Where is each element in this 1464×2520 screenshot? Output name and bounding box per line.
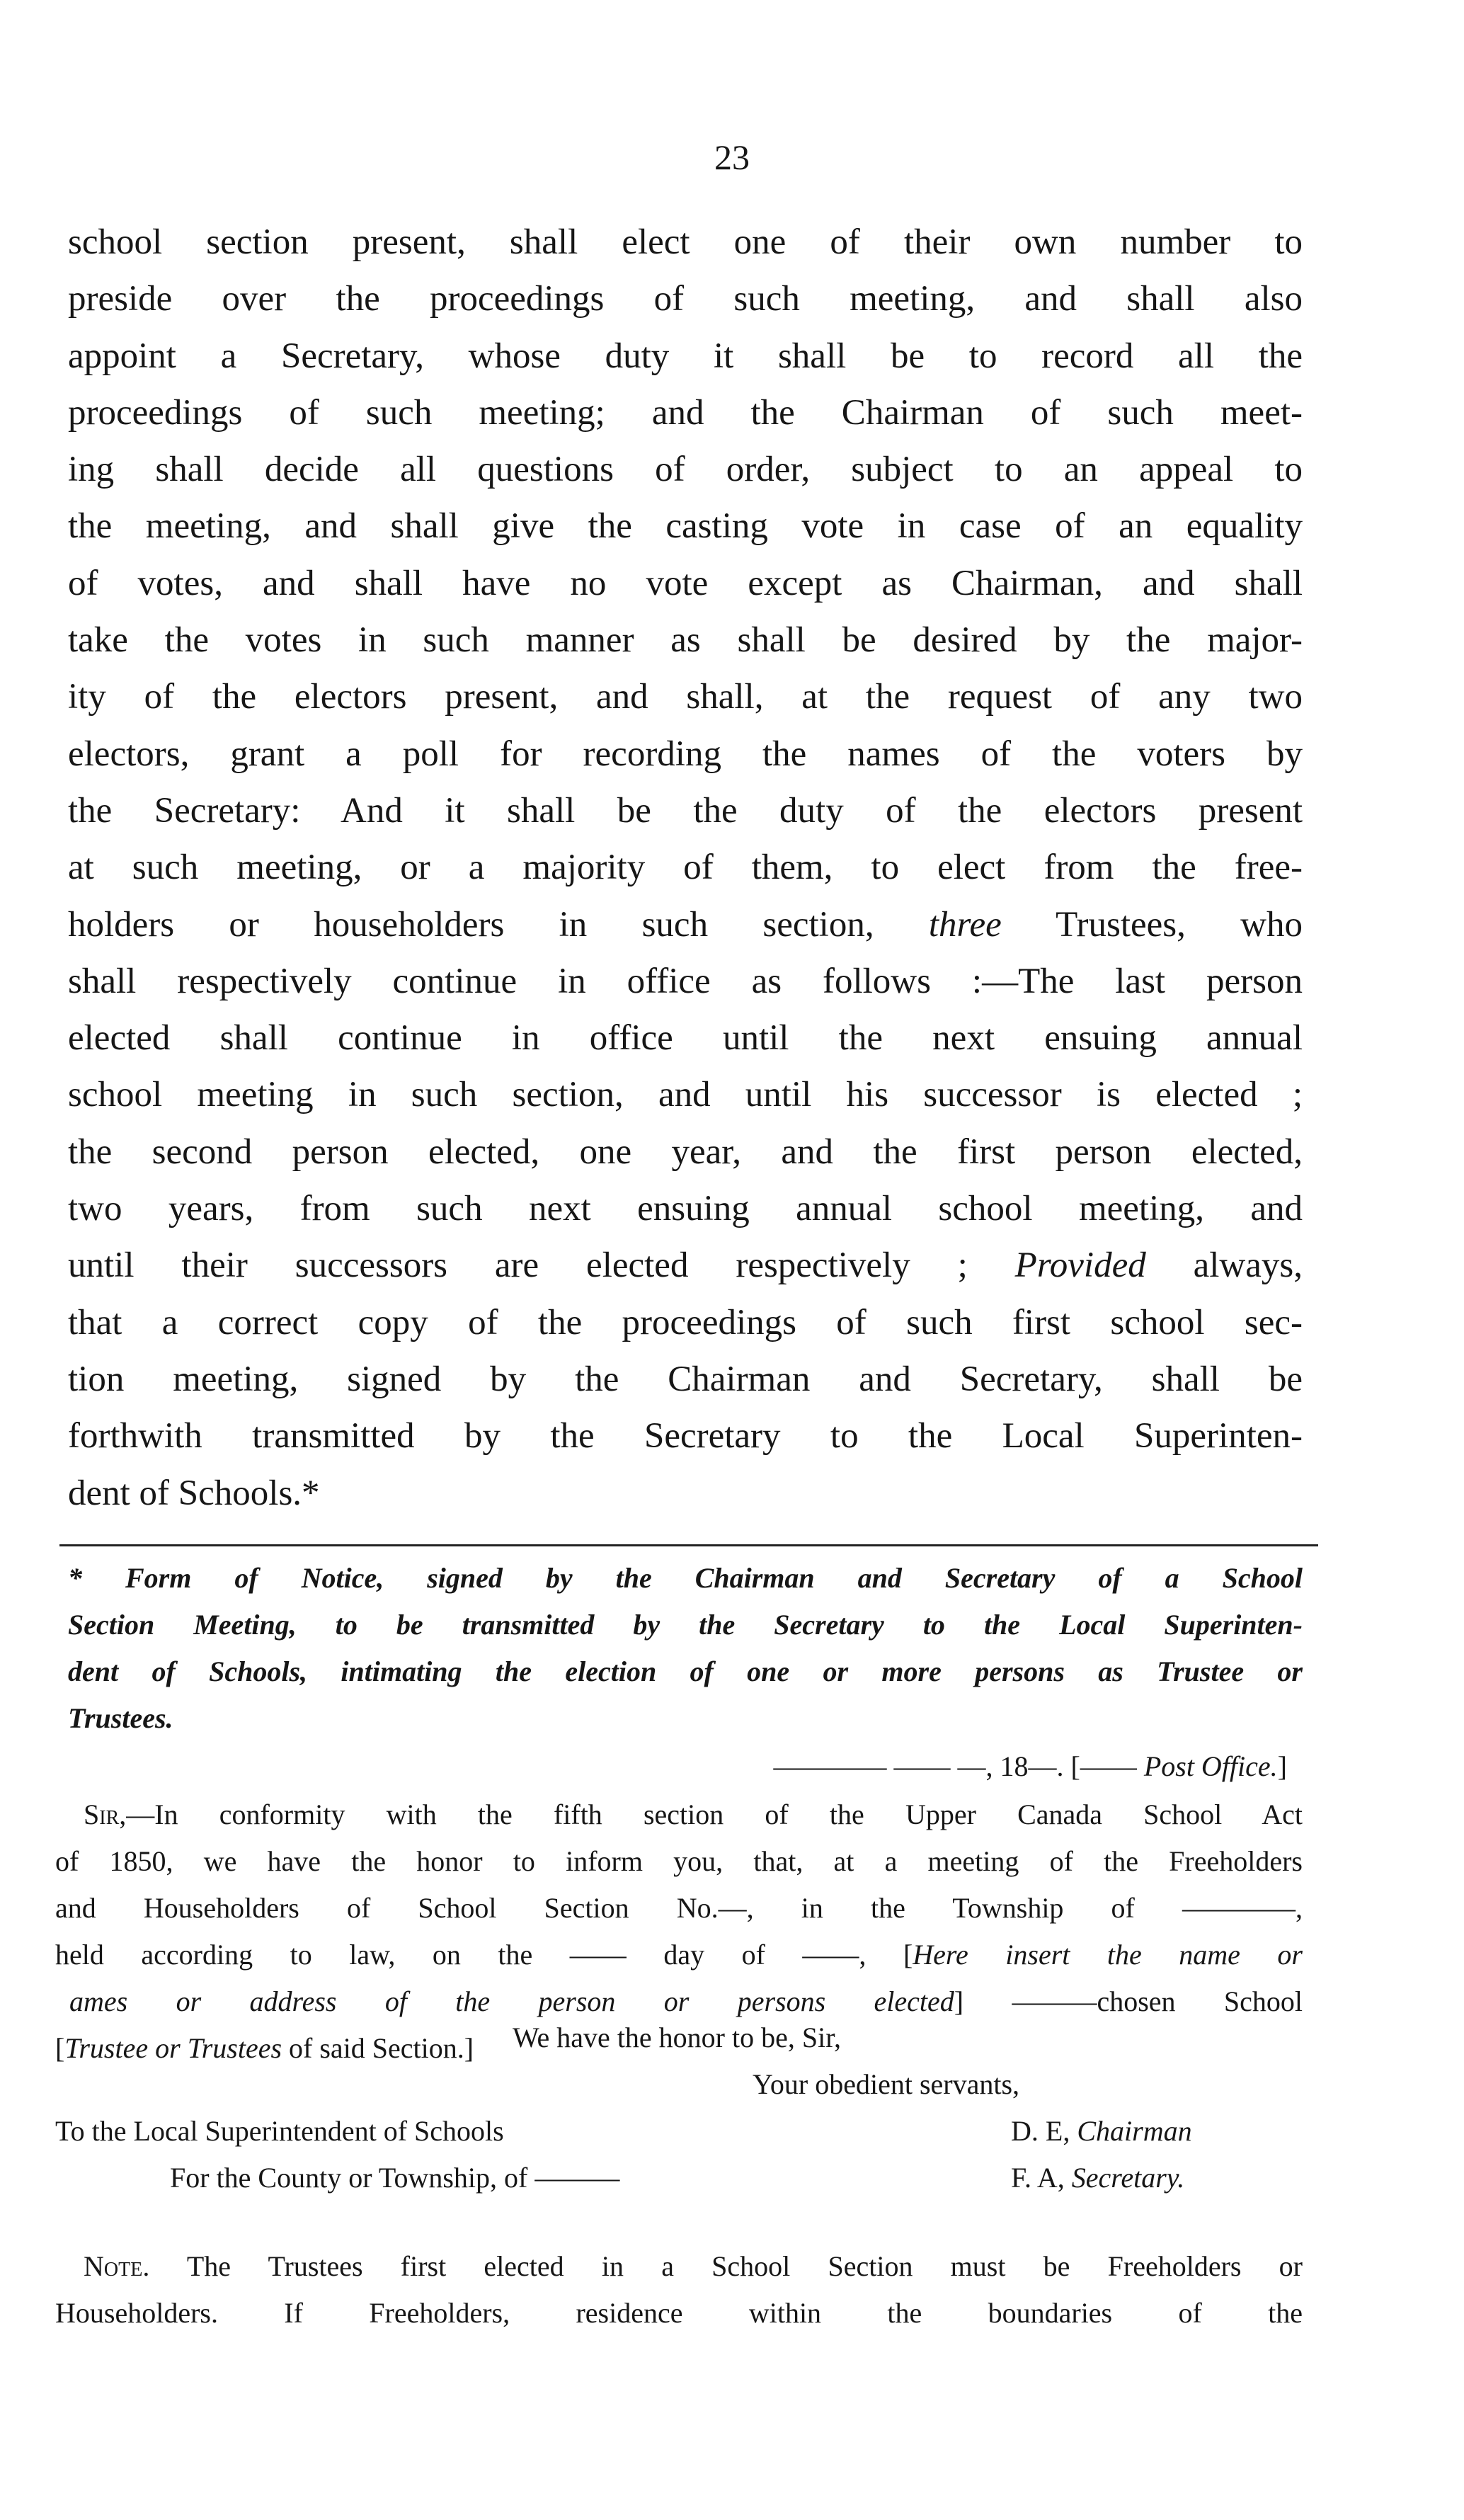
page-number: 23 [714,137,750,177]
body-line: elected shall continue in office until the next ensuing annual [68,1018,1303,1059]
emphasis: three [928,904,1002,945]
footnote-heading-line: Section Meeting, to be transmitted by the Secretary to the Local Superinten- [68,1609,1303,1641]
body-line: of votes, and shall have no vote except as Chairman, and shall [68,563,1303,603]
form-date-line: ———— —— —, 18—. [—— Post Office.] [773,1750,1287,1782]
body-line: take the votes in such manner as shall be desired by the major- [68,620,1303,661]
closing-line: We have the honor to be, Sir, [513,2022,841,2053]
salutation: Sir, [84,1798,127,1830]
body-line: school meeting in such section, and until his successor is elected ; [68,1075,1303,1115]
emphasis: Provided [1014,1245,1146,1286]
body-line: holders or householders in such section, three Trustees, who [68,904,1303,945]
body-line: until their successors are elected respectively ; Provided always, [68,1245,1303,1286]
address-to: To the Local Superintendent of Schools [55,2115,504,2147]
body-line: that a correct copy of the proceedings of such first school sec- [68,1302,1303,1342]
note-line: Householders. If Freeholders, residence within the boundaries of the [55,2297,1303,2329]
body-line: proceedings of such meeting; and the Chairman of such meet- [68,392,1303,433]
form-line: Sir,—In conformity with the fifth section of the Upper Canada School Act [84,1798,1303,1830]
signer-chairman: D. E, Chairman [1011,2115,1192,2147]
address-for: For the County or Township, of ——— [170,2162,620,2194]
main-body-text [68,214,1303,1522]
form-line: held according to law, on the —— day of ——, [Here insert the name or [55,1939,1303,1971]
body-line: dent of Schools.* [68,1473,320,1513]
body-line: forthwith transmitted by the Secretary to the Local Superinten- [68,1416,1303,1456]
form-line: of 1850, we have the honor to inform you, that, at a meeting of the Freeholders [55,1845,1303,1877]
form-line: and Householders of School Section No.—, in the Township of ————, [55,1892,1303,1924]
footnote-heading [68,1555,1303,1742]
body-line: ity of the electors present, and shall, at the request of any two [68,677,1303,717]
body-line: shall respectively continue in office as follows :—The last person [68,961,1303,1001]
body-line: tion meeting, signed by the Chairman and Secretary, shall be [68,1359,1303,1399]
footnote-heading-line: * Form of Notice, signed by the Chairman and Secretary of a School [68,1562,1303,1594]
form-line: ames or address of the person or persons elected] ———chosen School [69,1985,1303,2017]
footnote-heading-line: dent of Schools, intimating the election of one or more persons as Trustee or [68,1655,1303,1687]
closing-line: Your obedient servants, [753,2068,1020,2100]
body-line: at such meeting, or a majority of them, to elect from the free- [68,848,1303,888]
body-line: the meeting, and shall give the casting vote in case of an equality [68,506,1303,547]
body-line: preside over the proceedings of such meeting, and shall also [68,279,1303,319]
body-line: electors, grant a poll for recording the names of the voters by [68,734,1303,774]
note-label: Note. [84,2250,150,2282]
body-line: school section present, shall elect one of their own number to [68,222,1303,262]
footnote-divider [59,1544,1318,1546]
signer-secretary: F. A, Secretary. [1011,2162,1185,2194]
body-line: two years, from such next ensuing annual school meeting, and [68,1189,1303,1229]
form-line: [Trustee or Trustees of said Section.] [55,2032,474,2064]
note-line: Note. The Trustees first elected in a School Section must be Freeholders or [84,2250,1303,2282]
note [55,2243,1303,2337]
body-line: ing shall decide all questions of order, subject to an appeal to [68,450,1303,490]
body-line: the second person elected, one year, and the first person elected, [68,1131,1303,1172]
body-line: the Secretary: And it shall be the duty of the electors present [68,790,1303,831]
body-line: appoint a Secretary, whose duty it shall be to record all the [68,336,1303,376]
footnote-heading-line: Trustees. [68,1702,173,1734]
